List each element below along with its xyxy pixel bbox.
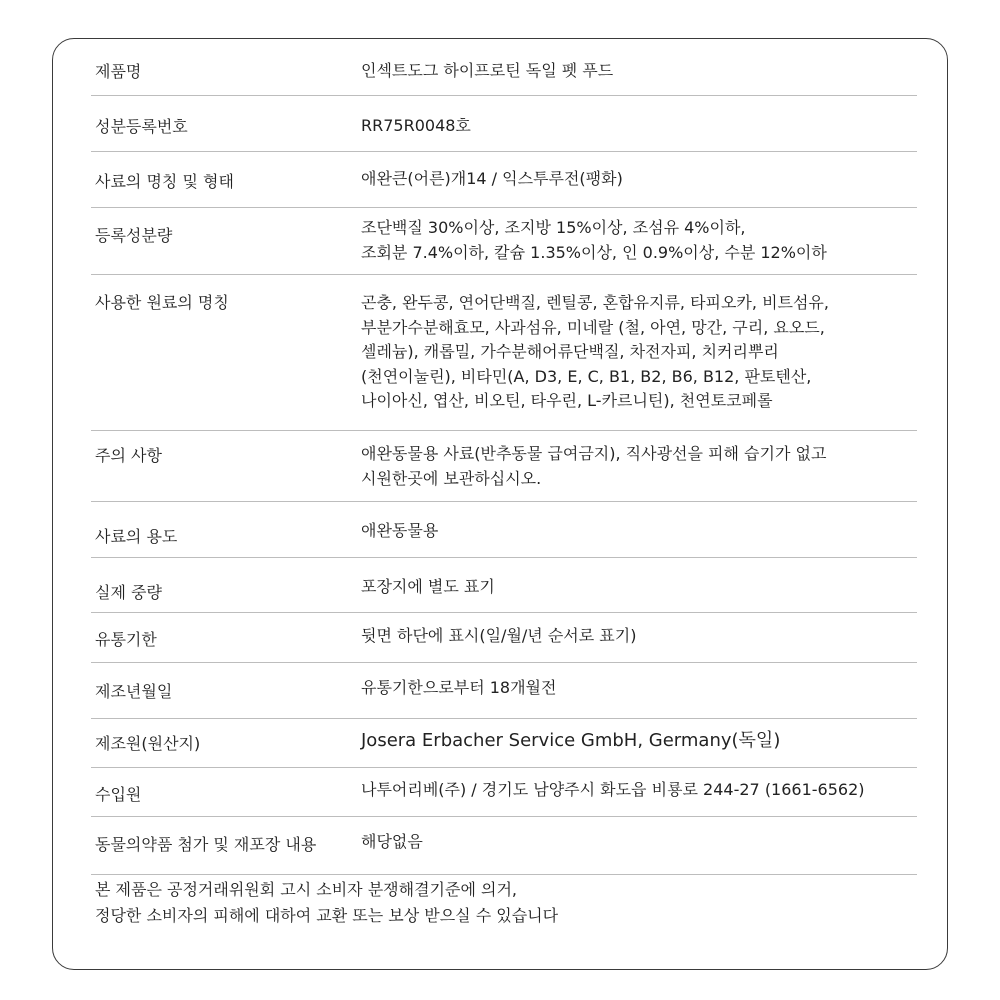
consumer-notice: 본 제품은 공정거래위원회 고시 소비자 분쟁해결기준에 의거, 정당한 소비자의 피해에 대하여 교환 또는 보상 받으실 수 있습니다	[95, 880, 559, 925]
row-feed-use	[91, 502, 917, 558]
row-product-name	[91, 39, 917, 96]
label-importer: 수입원	[95, 785, 142, 804]
row-raw-materials	[91, 275, 917, 431]
row-feed-name-type	[91, 152, 917, 208]
row-registered-ingredients	[91, 208, 917, 275]
value-expiration: 뒷면 하단에 표시(일/월/년 순서로 표기)	[361, 626, 637, 645]
label-product-name: 제품명	[95, 62, 142, 81]
value-raw-materials: 곤충, 완두콩, 연어단백질, 렌틸콩, 혼합유지류, 타피오카, 비트섬유, 부분가수분해효모, 사과섬유, 미네랄 (철, 아연, 망간, 구리, 요오드, 셀레늄), 캐롭밀, 가수분해어류단백질, 차전자피, 치커리뿌리 (천연이눌린), 비타민(A, D3, E, C, B1, B2, B6, B12, 판토텐산, 나이아신, 엽산, 비오틴, 타우린, L-카르니틴), 천연토코페롤	[361, 293, 829, 410]
row-net-weight	[91, 558, 917, 613]
value-net-weight: 포장지에 별도 표기	[361, 577, 495, 596]
product-info-card	[52, 38, 948, 970]
label-registered-ingredients: 등록성분량	[95, 226, 173, 245]
row-registration-number	[91, 96, 917, 152]
label-feed-use: 사료의 용도	[95, 527, 178, 546]
row-precautions	[91, 431, 917, 502]
value-feed-name-type: 애완큰(어른)개14 / 익스투루전(팽화)	[361, 169, 623, 188]
value-manufacturer: Josera Erbacher Service GmbH, Germany(독일)	[361, 730, 781, 751]
row-manufacture-date	[91, 663, 917, 719]
row-manufacturer	[91, 719, 917, 768]
label-manufacturer: 제조원(원산지)	[95, 734, 201, 753]
value-product-name: 인섹트도그 하이프로틴 독일 펫 푸드	[361, 61, 614, 80]
row-expiration	[91, 613, 917, 663]
label-registration-number: 성분등록번호	[95, 117, 188, 136]
label-net-weight: 실제 중량	[95, 583, 162, 602]
value-manufacture-date: 유통기한으로부터 18개월전	[361, 678, 557, 697]
value-registration-number: RR75R0048호	[361, 116, 471, 135]
label-raw-materials: 사용한 원료의 명칭	[95, 293, 229, 312]
row-importer	[91, 768, 917, 817]
label-expiration: 유통기한	[95, 630, 157, 649]
label-feed-name-type: 사료의 명칭 및 형태	[95, 172, 234, 191]
row-additives-repackaging	[91, 817, 917, 875]
label-additives-repackaging: 동물의약품 첨가 및 재포장 내용	[95, 835, 317, 854]
label-precautions: 주의 사항	[95, 446, 162, 465]
value-importer: 나투어리베(주) / 경기도 남양주시 화도읍 비룡로 244-27 (1661-6562)	[361, 780, 865, 799]
label-manufacture-date: 제조년월일	[95, 682, 173, 701]
value-additives-repackaging: 해당없음	[361, 832, 423, 851]
value-feed-use: 애완동물용	[361, 521, 439, 540]
value-registered-ingredients: 조단백질 30%이상, 조지방 15%이상, 조섬유 4%이하, 조회분 7.4%이하, 칼슘 1.35%이상, 인 0.9%이상, 수분 12%이하	[361, 218, 827, 262]
value-precautions: 애완동물용 사료(반추동물 급여금지), 직사광선을 피해 습기가 없고 시원한곳에 보관하십시오.	[361, 444, 827, 488]
